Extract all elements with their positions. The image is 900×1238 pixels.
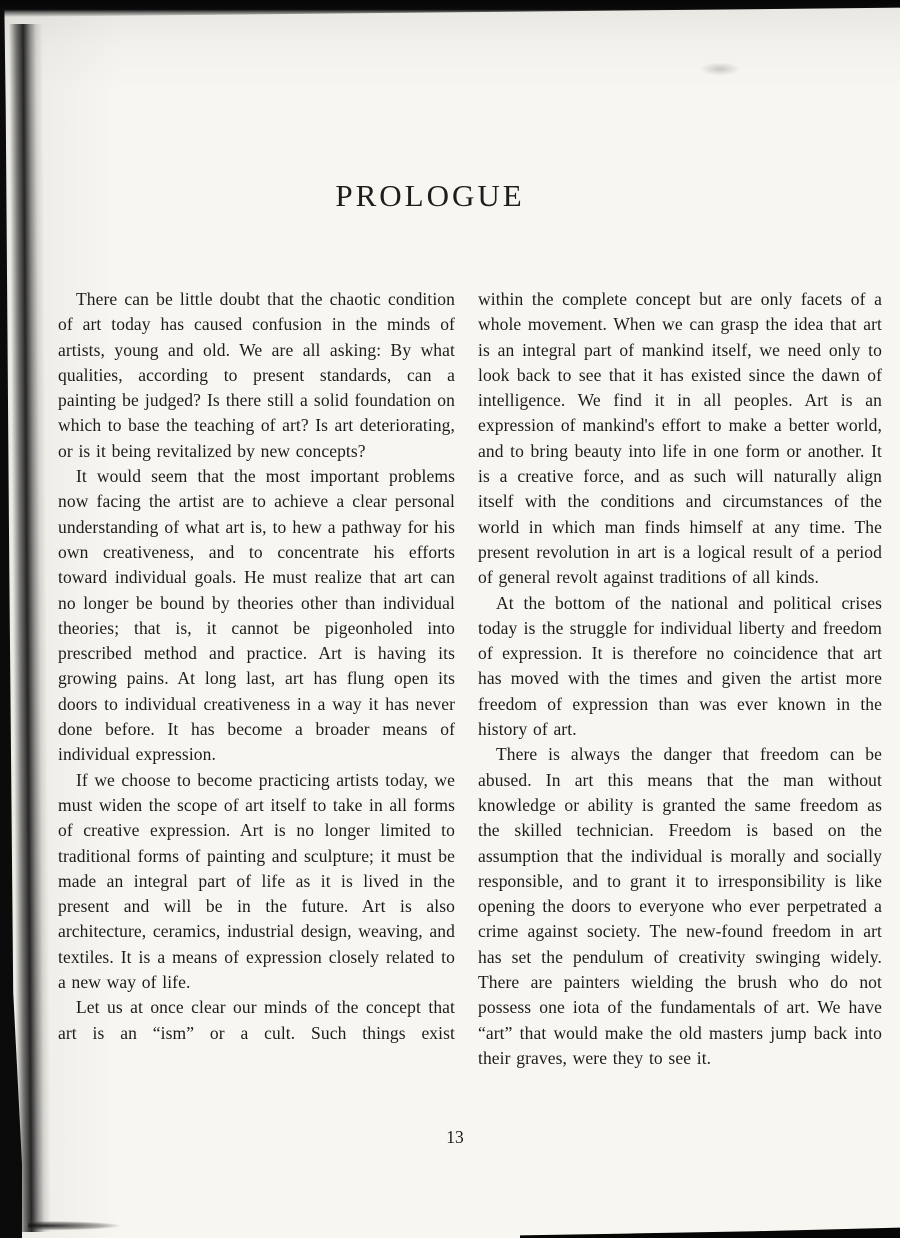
page-title: PROLOGUE <box>335 178 525 213</box>
text-columns <box>58 287 882 1071</box>
paragraph: There can be little doubt that the chaotic condition of art today has caused confusion in the minds of artists, young and old. We are all asking: By what qualities, according to present standards, can a painting be judged? Is there still a solid foundation on which to base the teaching of art? Is art deteriorating, or is it being revitalized by new concepts? <box>58 289 455 461</box>
scan-bottom-edge <box>520 1225 900 1238</box>
paragraph: There is always the danger that freedom can be abused. In art this means that the man without knowledge or ability is granted the same freedom as the skilled technician. Freedom is based on the assumption that the individual is morally and socially responsible, and to grant it to irresponsibility is like opening the doors to everyone who ever perpetrated a crime against society. The new-found freedom in art has set the pendulum of creativity swinging widely. There are painters wielding the brush who do not possess one iota of the fundamentals of art. We have “art” that would make the old masters jump back into their graves, were they to see it. <box>478 744 882 1068</box>
scan-smudge <box>700 62 740 76</box>
paragraph: It would seem that the most important problems now facing the artist are to achieve a clear personal understanding of what art is, to hew a pathway for his own creativeness, and to concentrate his efforts toward individual goals. He must realize that art can no longer be bound by theories other than individual theories; that is, it cannot be pigeonholed into prescribed method and practice. Art is having its growing pains. At long last, art has flung open its doors to individual creativeness in a way it has never done before. It has become a broader means of individual expression. <box>58 466 455 765</box>
paragraph: If we choose to become practicing artists today, we must widen the scope of art itself to take in all forms of creative expression. Art is no longer limited to traditional forms of painting and sculpture; it must be made an integral part of life as it is lived in the present and will be in the future. Art is also architecture, ceramics, industrial design, weaving, and textiles. It is a means of expression closely related to a new way of life. <box>58 769 455 993</box>
paragraph: At the bottom of the national and political crises today is the struggle for individual liberty and freedom of expression. It is therefore no coincidence that art has moved with the times and given the artist more freedom of expression than was ever known in the history of art. <box>478 592 882 740</box>
left-column <box>58 287 455 1071</box>
scan-top-edge <box>0 0 900 17</box>
right-column <box>478 287 882 1071</box>
paragraph: Let us at once clear our minds of the concept that art is an “ism” or a cult. Such things exist <box>58 997 455 1043</box>
page-number: 13 <box>446 1127 464 1147</box>
paragraph: within the complete concept but are only facets of a whole movement. When we can grasp the idea that art is an integral part of mankind itself, we need only to look back to see that it has existed since the dawn of intelligence. We find it in all peoples. Art is an expression of mankind's effort to make a better world, and to bring beauty into life in one form or another. It is a creative force, and as such will naturally align itself with the conditions and circumstances of the world in which man finds himself at any time. The present revolution in art is a logical result of a period of general revolt against traditions of all kinds. <box>478 289 882 588</box>
binding-shadow-foot <box>28 1218 173 1232</box>
